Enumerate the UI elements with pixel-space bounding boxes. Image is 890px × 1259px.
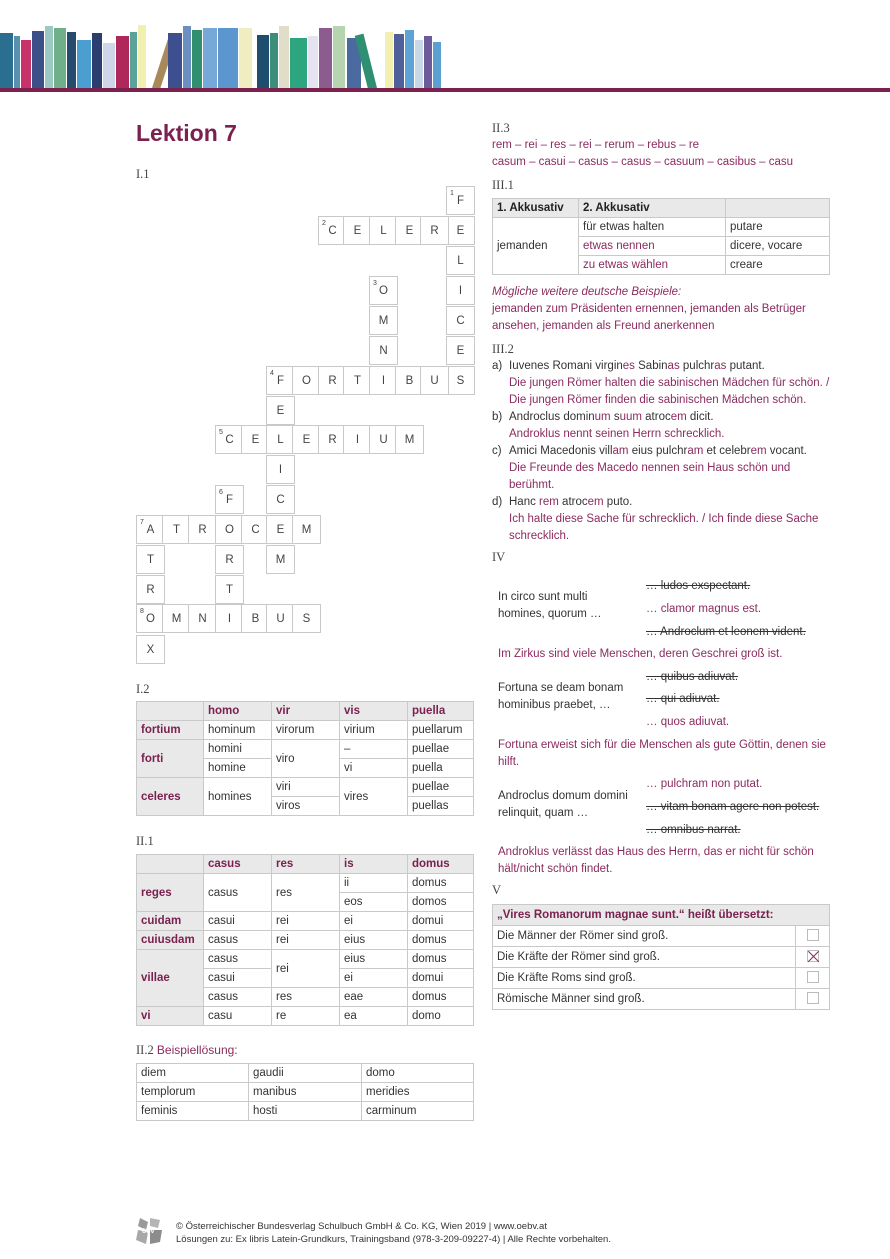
bookshelf-banner — [0, 0, 890, 92]
crossword-cell: O — [215, 515, 244, 544]
crossword-cell: T — [215, 575, 244, 604]
crossword-cell: I — [266, 455, 295, 484]
iv-q3-translation-1: Androklus verlässt das Haus des Herrn, das er nicht für schön — [498, 846, 814, 858]
crossword-cell: N — [369, 336, 398, 365]
section-label-ii3: II.3 — [492, 121, 510, 135]
crossword-cell: R — [215, 545, 244, 574]
crossword-cell: R — [420, 216, 449, 245]
crossword-cell: R — [136, 575, 165, 604]
crossword-cell: E — [292, 425, 321, 454]
crossword-cell: 7 A — [136, 515, 165, 544]
iv-q1-option2: … clamor magnus est. — [646, 603, 762, 615]
iv-q2-translation-1: Fortuna erweist sich für die Menschen als gute Göttin, denen sie — [498, 739, 826, 751]
iv-q3-option2: … vitam bonam agere non potest. — [646, 801, 820, 813]
crossword-cell: M — [395, 425, 424, 454]
crossword-cell: E — [266, 515, 295, 544]
iv-q1-line2: homines, quorum … — [498, 608, 602, 620]
iv-q3-translation-2: hält/nicht schön findet. — [498, 863, 613, 875]
crossword-cell: C — [446, 306, 475, 335]
crossword-cell: M — [162, 604, 191, 633]
iv-q1-translation: Im Zirkus sind viele Menschen, deren Geschrei groß ist. — [498, 648, 783, 660]
section-label-ii1: II.1 — [136, 834, 154, 848]
publisher-logo: öbv — [136, 1216, 164, 1246]
checkbox[interactable] — [807, 929, 819, 941]
footer-rights: Lösungen zu: Ex libris Latein-Grundkurs, Trainingsband (978-3-209-09227-4) | Alle Rechte vorbehalten. — [176, 1234, 611, 1245]
crossword-cell: C — [241, 515, 270, 544]
crossword-cell: E — [446, 336, 475, 365]
iii1-note-line1: jemanden zum Präsidenten ernennen, jemanden als Betrüger — [492, 303, 806, 315]
iv-q2-line1: Fortuna se deam bonam — [498, 682, 624, 694]
crossword-cell: I — [369, 366, 398, 395]
crossword-cell: 5 C — [215, 425, 244, 454]
crossword-cell: L — [266, 425, 295, 454]
ii3-line2: casum – casui – casus – casus – casuum – casibus – casu — [492, 156, 794, 168]
crossword-cell: 8 O — [136, 604, 165, 633]
iv-q2-option1: … quibus adiuvat. — [646, 671, 739, 683]
crossword-cell: S — [446, 366, 475, 395]
checkbox[interactable] — [807, 992, 819, 1004]
crossword-cell: T — [136, 545, 165, 574]
section-label-i2: I.2 — [136, 682, 150, 696]
iv-q2-option3: … quos adiuvat. — [646, 716, 730, 728]
table-ii2: diem gaudii domo templorum manibus meridies feminis hosti carminum — [136, 1063, 474, 1121]
crossword-cell: U — [266, 604, 295, 633]
page-title: Lektion 7 — [136, 120, 237, 146]
checkbox[interactable] — [807, 971, 819, 983]
iv-q3-line2: relinquit, quam … — [498, 807, 589, 819]
iv-q1-option1: … ludos exspectant. — [646, 580, 751, 592]
iv-q2-option2: … qui adiuvat. — [646, 693, 720, 705]
crossword-cell: R — [318, 366, 347, 395]
crossword-cell: B — [395, 366, 424, 395]
crossword-cell: T — [343, 366, 372, 395]
section-label-iv: IV — [492, 550, 506, 564]
iii2-list: a) Iuvenes Romani virgines Sabinas pulchras putant. Die jungen Römer halten die sabinischen Mädchen für schön. / Die jungen Römer finden die sabinischen Mädchen schön. b) Androclus dominum suum atrocem dicit. Androklus nennt seinen Herrn schrecklich. c) Amici Macedonis villam eius pulchram et celebrem vocant. Die Freunde des Macedo nennen sein Haus schön und berühmt. d) Hanc rem atrocem puto. Ich halte diese Sache für schrecklich. / Ich finde diese Sache schrecklich. — [492, 360, 830, 542]
crossword-cell: X — [136, 635, 165, 664]
crossword-cell: U — [420, 366, 449, 395]
crossword-cell: S — [292, 604, 321, 633]
crossword-cell: L — [369, 216, 398, 245]
section-label-v: V — [492, 883, 502, 897]
crossword-cell: 6 F — [215, 485, 244, 514]
crossword-cell: N — [188, 604, 217, 633]
iv-q1-option3: … Androclum et leonem vident. — [646, 626, 806, 638]
checkbox-checked[interactable] — [807, 950, 819, 962]
section-label-ii2: II.2 Beispiellösung: — [136, 1043, 238, 1057]
crossword-cell: I — [343, 425, 372, 454]
crossword-cell: E — [266, 396, 295, 425]
crossword-cell: 4 F — [266, 366, 295, 395]
ii3-line1: rem – rei – res – rei – rerum – rebus – re — [492, 139, 700, 151]
crossword-cell: C — [266, 485, 295, 514]
iv-q3-line1: Androclus domum domini — [498, 790, 628, 802]
crossword-cell: M — [266, 545, 295, 574]
section-label-i1: I.1 — [136, 167, 150, 181]
iii1-note-title: Mögliche weitere deutsche Beispiele: — [492, 286, 682, 298]
crossword-cell: U — [369, 425, 398, 454]
crossword-cell: I — [446, 276, 475, 305]
crossword-cell: E — [241, 425, 270, 454]
crossword-cell: E — [395, 216, 424, 245]
iv-q3-option3: … omnibus narrat. — [646, 824, 741, 836]
iv-q1-line1: In circo sunt multi — [498, 591, 588, 603]
table-iii1: 1. Akkusativ 2. Akkusativ jemanden für etwas halten putare etwas nennen dicere, vocare zu etwas wählen creare — [492, 198, 830, 275]
crossword-cell: 2 C — [318, 216, 347, 245]
crossword-cell: M — [369, 306, 398, 335]
table-i2: homo vir vis puella fortium hominum virorum virium puellarum forti homini viro – puellae homine vi puella celeres homines viri vires puellae viros puellas — [136, 701, 474, 816]
crossword-cell: L — [446, 246, 475, 275]
crossword-cell: E — [343, 216, 372, 245]
table-v: „Vires Romanorum magnae sunt.“ heißt übersetzt: Die Männer der Römer sind groß. Die Kräfte der Römer sind groß. Die Kräfte Roms sind groß. Römische Männer sind groß. — [492, 904, 830, 1010]
crossword-cell: O — [292, 366, 321, 395]
iv-q2-translation-2: hilft. — [498, 756, 520, 768]
crossword-cell: 1 F — [446, 186, 475, 215]
crossword-cell: M — [292, 515, 321, 544]
section-label-iii2: III.2 — [492, 342, 514, 356]
iii1-note-line2: ansehen, jemanden als Freund anerkennen — [492, 320, 715, 332]
crossword-cell: T — [162, 515, 191, 544]
crossword-cell: B — [241, 604, 270, 633]
crossword-cell: R — [318, 425, 347, 454]
iv-q2-line2: hominibus praebet, … — [498, 699, 611, 711]
table-ii1: casus res is domus reges casus res ii domus eos domos cuidam casui rei ei domui cuiusdam casus rei eius domus villae casus rei eius domus casui ei domui casus res eae domus vi casu re ea domo — [136, 854, 474, 1026]
crossword-cell: R — [188, 515, 217, 544]
iv-q3-option1: … pulchram non putat. — [646, 778, 763, 790]
section-label-iii1: III.1 — [492, 178, 514, 192]
crossword-cell: 3 O — [369, 276, 398, 305]
footer-copyright: © Österreichischer Bundesverlag Schulbuch GmbH & Co. KG, Wien 2019 | www.oebv.at — [176, 1221, 547, 1232]
crossword-cell: I — [215, 604, 244, 633]
crossword-cell: E — [446, 216, 475, 245]
